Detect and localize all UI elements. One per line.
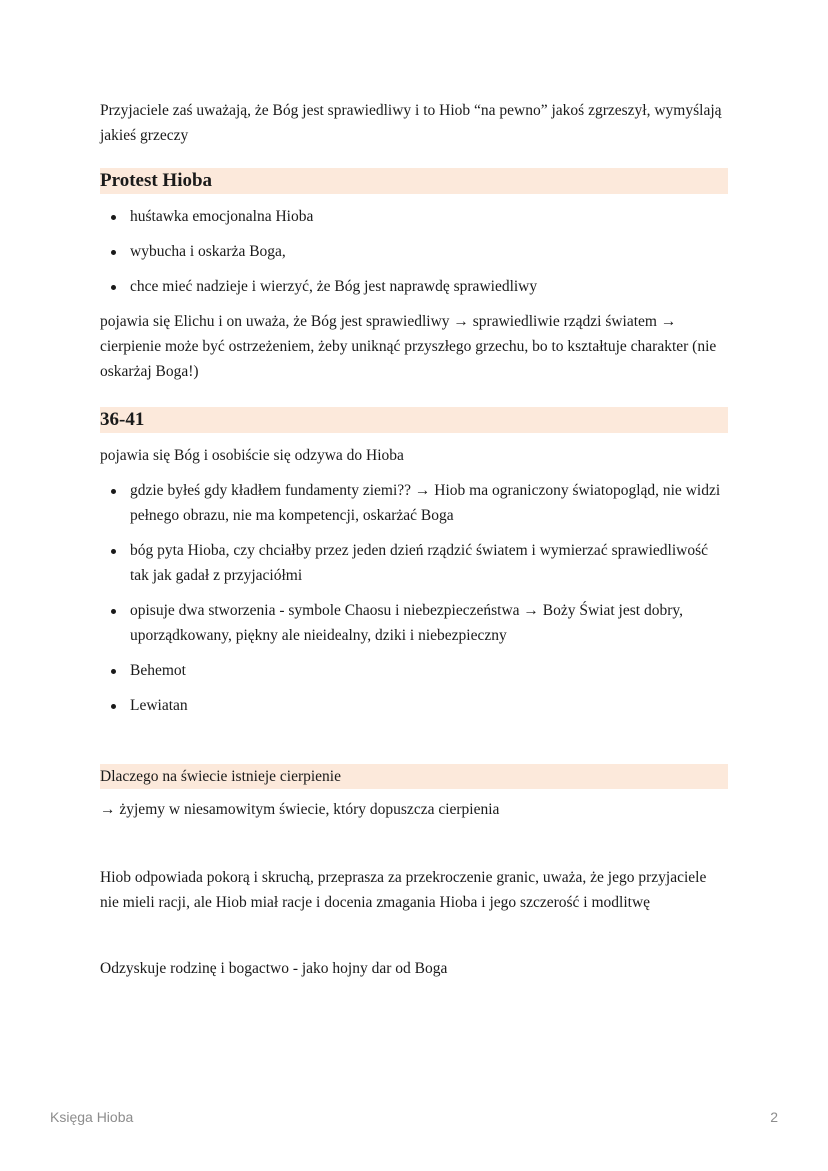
highlighted-question: Dlaczego na świecie istnieje cierpienie (100, 764, 728, 789)
section-heading-protest: Protest Hioba (100, 168, 728, 194)
section-heading-chapters: 36-41 (100, 407, 728, 433)
list-item: gdzie byłeś gdy kładłem fundamenty ziemi?? → Hiob ma ograniczony światopogląd, nie widzi pełnego obrazu, nie ma kompetencji, oskarżać Boga (130, 478, 728, 528)
footer-title: Księga Hioba (50, 1109, 134, 1125)
page-number: 2 (770, 1109, 778, 1125)
god-speaks-paragraph: pojawia się Bóg i osobiście się odzywa do Hioba (100, 447, 404, 464)
intro-paragraph: Przyjaciele zaś uważają, że Bóg jest sprawiedliwy i to Hiob “na pewno” jakoś zgrzeszył, wymyślają jakieś grzeczy (100, 102, 722, 144)
hiob-response-paragraph: Hiob odpowiada pokorą i skruchą, przeprasza za przekroczenie granic, uważa, że jego przyjaciele nie mieli racji, ale Hiob miał racje i docenia zmagania Hioba i jego szczerość i modlitwę (100, 869, 707, 911)
bullet-list-god (100, 478, 728, 718)
elichu-paragraph: pojawia się Elichu i on uważa, że Bóg jest sprawiedliwy → sprawiedliwie rządzi światem → cierpienie może być ostrzeżeniem, żeby uniknąć przyszłego grzechu, bo to kształtuje charakter (nie oskarżaj Boga!) (100, 313, 717, 380)
restoration-paragraph: Odzyskuje rodzinę i bogactwo - jako hojny dar od Boga (100, 960, 448, 977)
bullet-list-protest (100, 204, 728, 299)
list-item: Behemot (130, 658, 728, 683)
list-item: huśtawka emocjonalna Hioba (130, 204, 728, 229)
list-item: wybucha i oskarża Boga, (130, 239, 728, 264)
page-footer (50, 1109, 778, 1125)
list-item: chce mieć nadzieje i wierzyć, że Bóg jest naprawdę sprawiedliwy (130, 274, 728, 299)
list-item: Lewiatan (130, 693, 728, 718)
answer-line: → żyjemy w niesamowitym świecie, który dopuszcza cierpienia (100, 801, 500, 818)
document-body (100, 98, 728, 981)
list-item: opisuje dwa stworzenia - symbole Chaosu i niebezpieczeństwa → Boży Świat jest dobry, uporządkowany, piękny ale nieidealny, dziki i niebezpieczny (130, 598, 728, 648)
list-item: bóg pyta Hioba, czy chciałby przez jeden dzień rządzić światem i wymierzać sprawiedliwość tak jak gadał z przyjaciółmi (130, 538, 728, 588)
